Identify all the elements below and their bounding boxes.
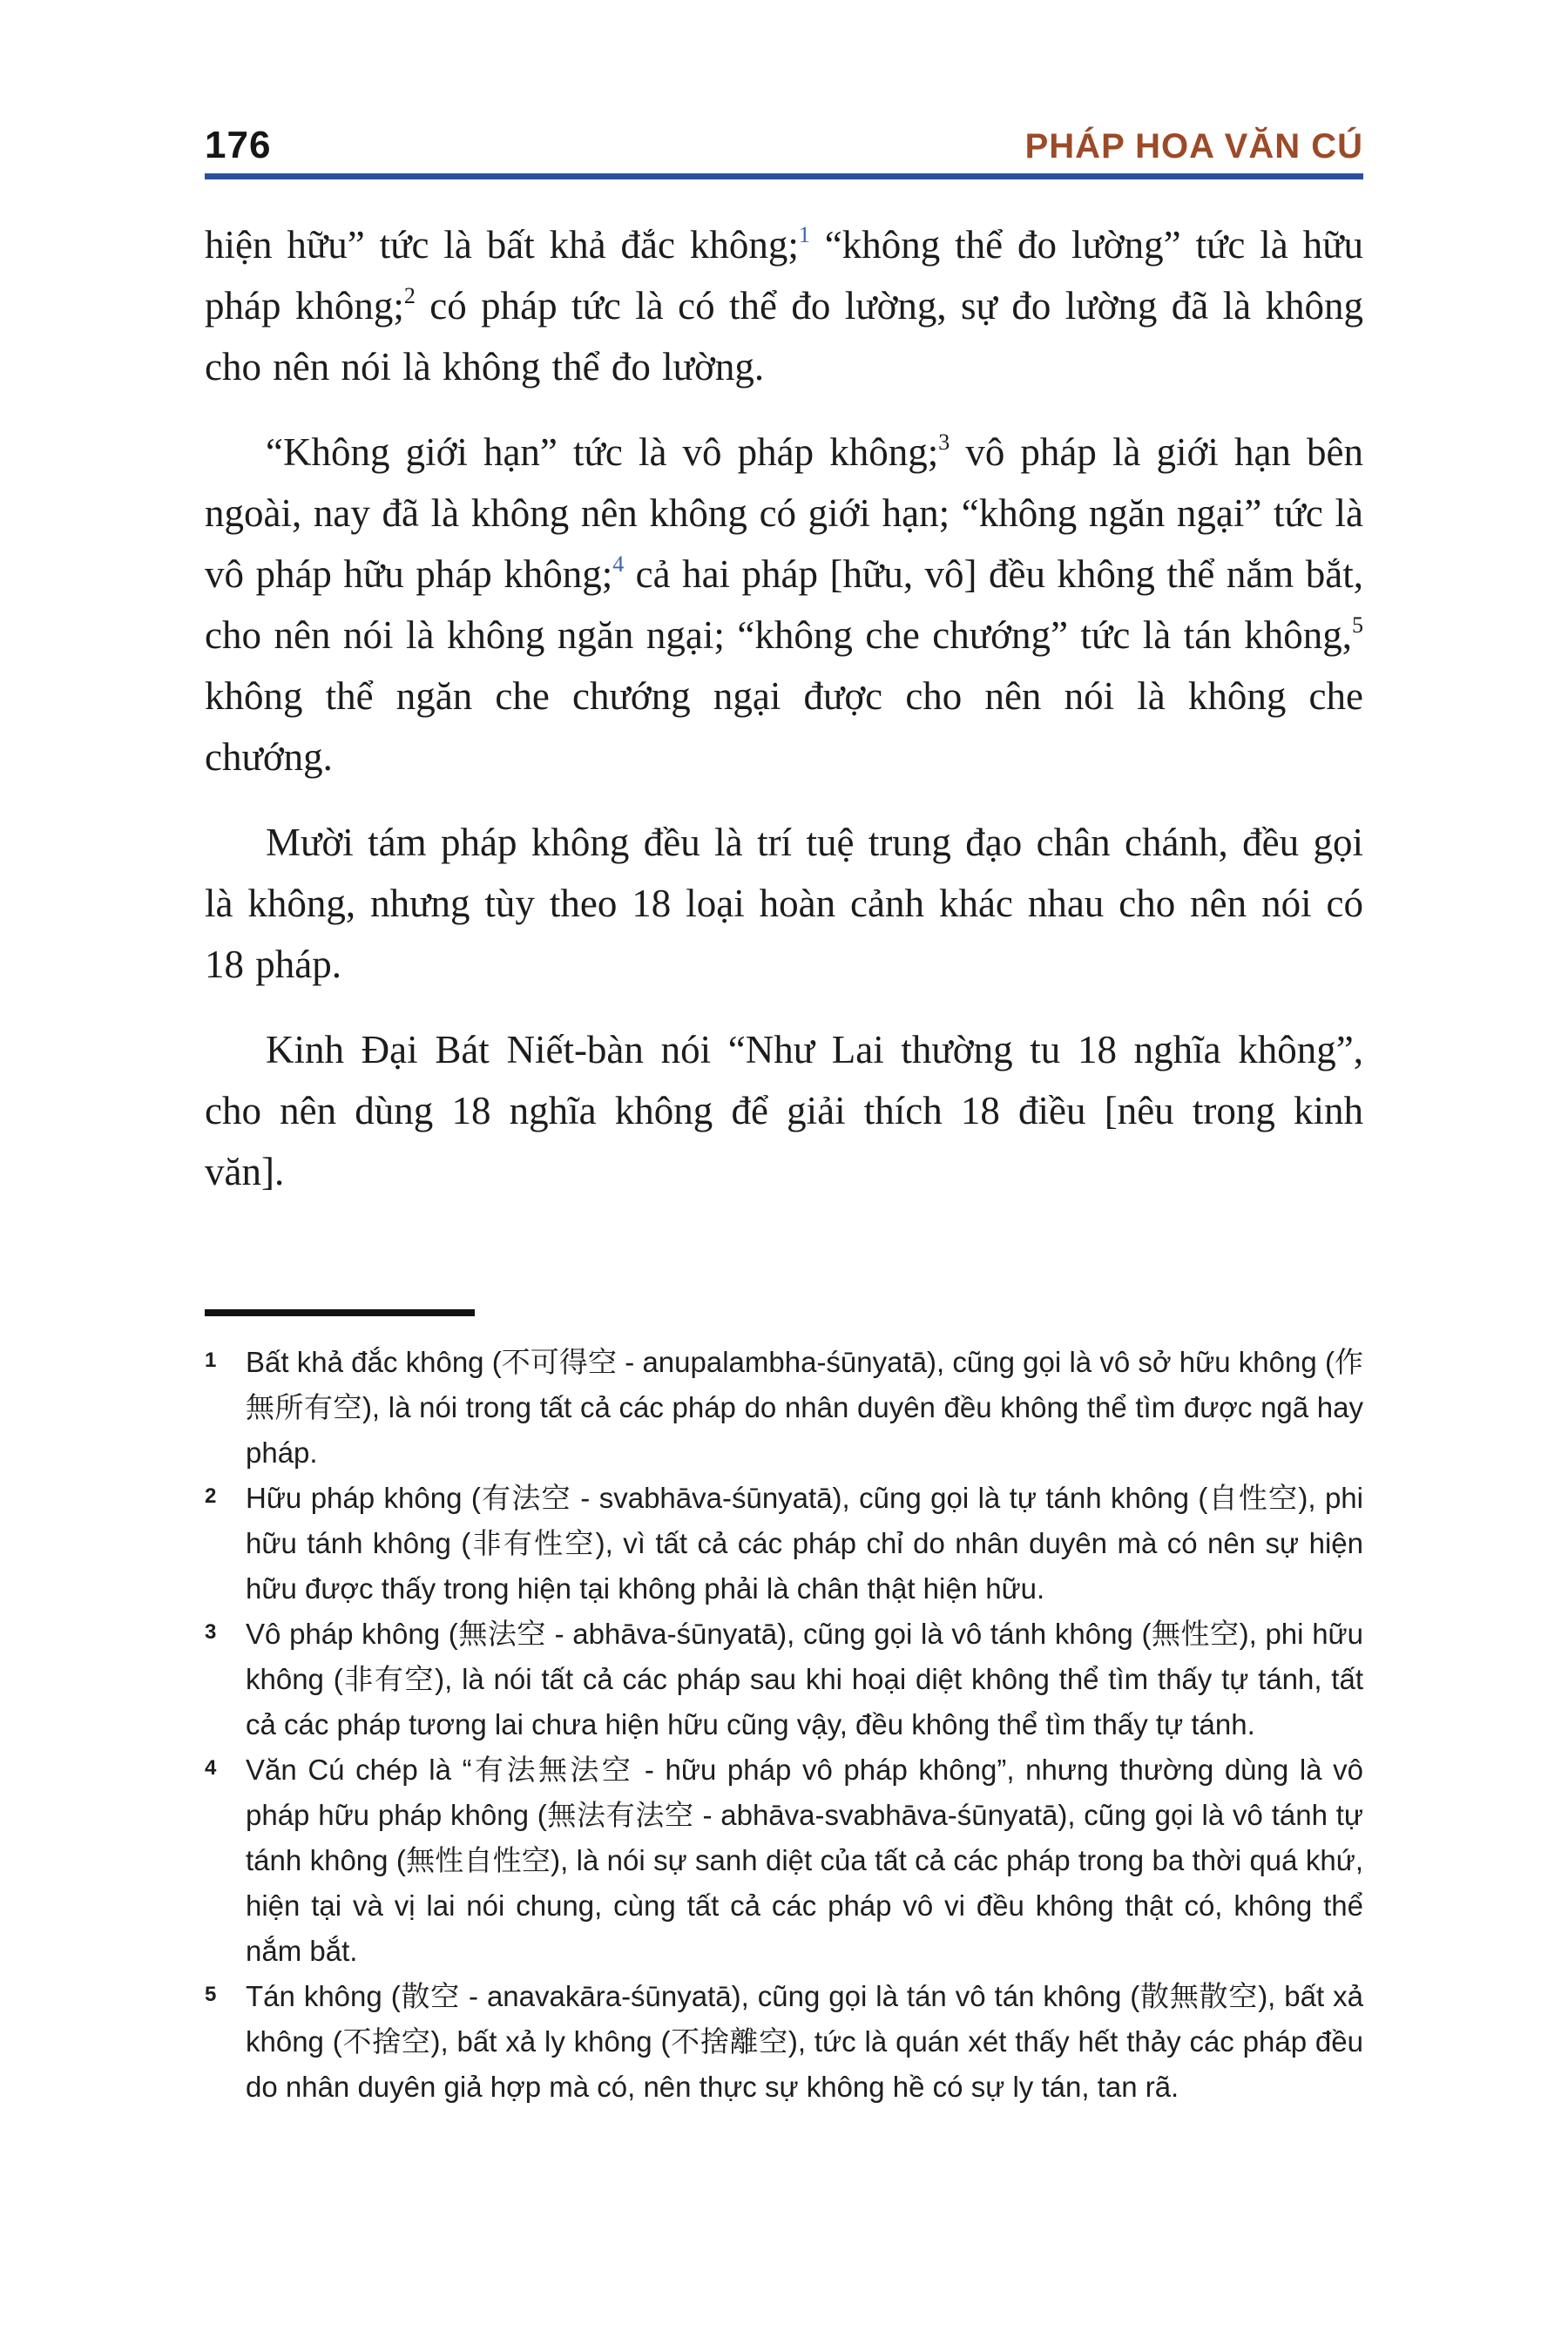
footnote-ref-2: 2	[403, 283, 416, 308]
page-number: 176	[205, 124, 272, 166]
footnote	[205, 1974, 1363, 2110]
footnote-marker: 3	[205, 1620, 217, 1644]
footnote-ref-5: 5	[1352, 612, 1363, 638]
footnote-text: Văn Cú chép là “有法無法空 - hữu pháp vô pháp không”, nhưng thường dùng là vô pháp hữu pháp không (無法有法空 - abhāva-svabhāva-śūnyatā), cũng gọi là vô tánh tự tánh không (無性自性空), là nói sự sanh diệt của tất cả các pháp trong ba thời quá khứ, hiện tại và vị lai nói chung, cùng tất cả các pháp vô vi đều không thật có, không thể nắm bắt.	[246, 1754, 1363, 1967]
footnote-marker: 5	[205, 1983, 217, 2006]
body-paragraph: “Không giới hạn” tức là vô pháp không;$^3$ vô pháp là giới hạn bên ngoài, nay đã là không nên không có giới hạn; “không ngăn ngại” tức là vô pháp hữu pháp không;$^4$ cả hai pháp [hữu, vô] đều không thể nắm bắt, cho nên nói là không ngăn ngại; “không che chướng” tức là tán không,$^5$ không thể ngăn che chướng ngại được cho nên nói là không che chướng.	[205, 429, 1364, 779]
header-rule	[205, 173, 1363, 179]
footnote-marker: 2	[205, 1484, 217, 1508]
footnote	[205, 1476, 1363, 1612]
footnote	[205, 1747, 1363, 1974]
footnote-text: Vô pháp không (無法空 - abhāva-śūnyatā), cũng gọi là vô tánh không (無性空), phi hữu không (非有空), là nói tất cả các pháp sau khi hoại diệt không thể tìm thấy tự tánh, tất cả các pháp tương lai chưa hiện hữu cũng vậy, đều không thể tìm thấy tự tánh.	[246, 1618, 1363, 1740]
footnote	[205, 1340, 1363, 1476]
footnote-ref-4[interactable]: 4	[612, 551, 625, 577]
footnote-marker: 1	[205, 1348, 217, 1372]
body-paragraph: hiện hữu” tức là bất khả đắc không;$^1$ “không thể đo lường” tức là hữu pháp không;$^2$ có pháp tức là có thể đo lường, sự đo lường đã là không cho nên nói là không thể đo lường.	[205, 222, 1364, 389]
footnote-ref-3: 3	[938, 429, 950, 455]
footnote-separator-rule	[205, 1309, 475, 1316]
footnote-ref-1[interactable]: 1	[798, 222, 810, 247]
footnote-marker: 4	[205, 1756, 217, 1780]
body-paragraph: Kinh Đại Bát Niết-bàn nói “Như Lai thường tu 18 nghĩa không”, cho nên dùng 18 nghĩa không để giải thích 18 điều [nêu trong kinh văn].	[205, 1028, 1363, 1193]
page-header	[205, 124, 1363, 167]
footnote-text: Hữu pháp không (有法空 - svabhāva-śūnyatā), cũng gọi là tự tánh không (自性空), phi hữu tánh không (非有性空), vì tất cả các pháp chỉ do nhân duyên mà có nên sự hiện hữu được thấy trong hiện tại không phải là chân thật hiện hữu.	[246, 1482, 1363, 1605]
running-title: PHÁP HOA VĂN CÚ	[1024, 127, 1363, 166]
footnotes-list	[205, 1340, 1363, 2110]
body-paragraphs	[205, 214, 1363, 1227]
footnote-text: Bất khả đắc không (不可得空 - anupalambha-śūnyatā), cũng gọi là vô sở hữu không (作無所有空), là nói trong tất cả các pháp do nhân duyên đều không thể tìm được ngã hay pháp.	[246, 1346, 1363, 1469]
body-paragraph: Mười tám pháp không đều là trí tuệ trung đạo chân chánh, đều gọi là không, nhưng tùy theo 18 loại hoàn cảnh khác nhau cho nên nói có 18 pháp.	[205, 821, 1363, 986]
footnote	[205, 1612, 1363, 1747]
footnote-text: Tán không (散空 - anavakāra-śūnyatā), cũng gọi là tán vô tán không (散無散空), bất xả không (不捨空), bất xả ly không (不捨離空), tức là quán xét thấy hết thảy các pháp đều do nhân duyên giả hợp mà có, nên thực sự không hề có sự ly tán, tan rã.	[246, 1980, 1363, 2103]
